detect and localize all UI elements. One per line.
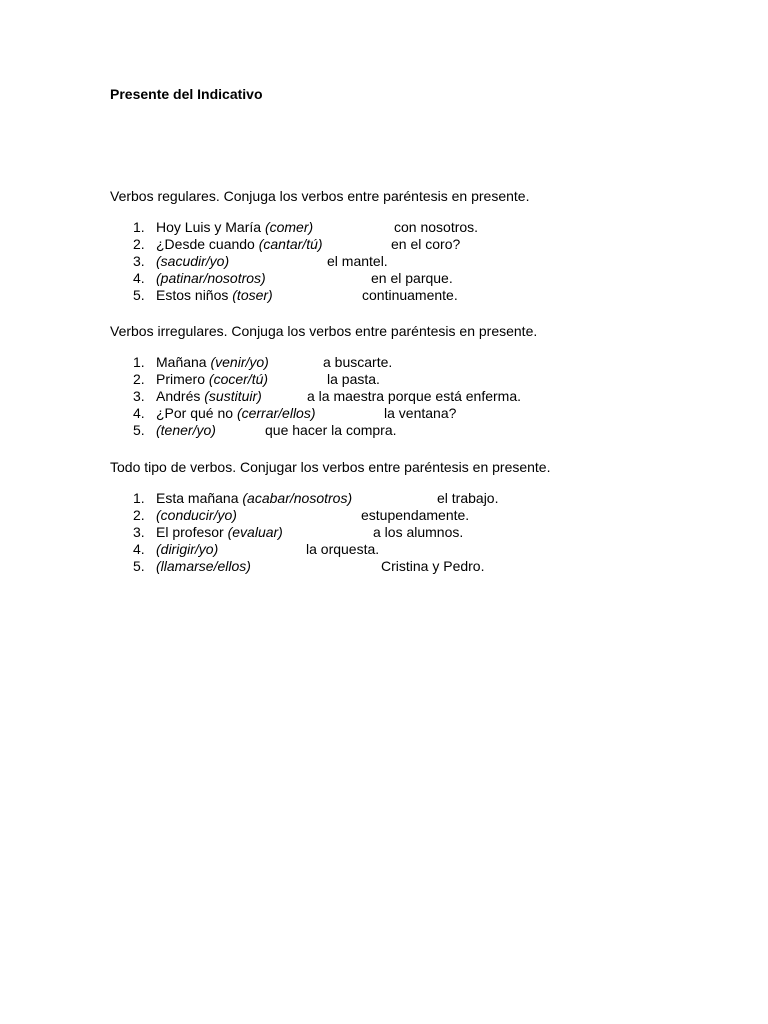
exercise-item	[110, 219, 750, 236]
item-number: 5.	[133, 558, 145, 574]
item-completion: estupendamente.	[361, 507, 470, 523]
item-prompt	[156, 253, 229, 270]
item-prompt	[156, 558, 251, 575]
item-prompt	[156, 287, 273, 304]
exercise-item	[110, 354, 750, 371]
item-number: 3.	[133, 388, 145, 404]
item-prompt	[156, 219, 313, 236]
item-completion: a buscarte.	[323, 354, 393, 370]
exercise-item	[110, 524, 750, 541]
item-number: 4.	[133, 270, 145, 286]
exercise-item	[110, 287, 750, 304]
item-prompt	[156, 524, 283, 541]
item-prefix: Mañana	[156, 354, 211, 370]
item-number: 2.	[133, 507, 145, 523]
item-verb: (cocer/tú)	[208, 371, 269, 387]
item-verb: (patinar/nosotros)	[156, 270, 266, 286]
exercise-item	[110, 371, 750, 388]
item-number: 3.	[133, 253, 145, 269]
item-completion: la orquesta.	[306, 541, 380, 557]
item-number: 1.	[133, 219, 145, 235]
item-completion: la pasta.	[327, 371, 380, 387]
exercise-section-all	[110, 458, 750, 575]
item-prefix: El profesor	[156, 524, 228, 540]
document-title: Presente del Indicativo	[110, 86, 263, 102]
item-prefix: Esta mañana	[156, 490, 243, 506]
item-number: 5.	[133, 287, 145, 303]
item-prompt	[156, 354, 269, 371]
item-verb: (cantar/tú)	[258, 236, 323, 252]
item-prefix: Primero	[156, 371, 209, 387]
exercise-item	[110, 270, 750, 287]
item-prompt	[156, 388, 262, 405]
item-completion: a los alumnos.	[373, 524, 464, 540]
item-completion: a la maestra porque está enferma.	[307, 388, 522, 404]
section-instruction: Todo tipo de verbos. Conjugar los verbos entre paréntesis en presente.	[110, 459, 551, 475]
item-completion: continuamente.	[362, 287, 458, 303]
exercise-item	[110, 558, 750, 575]
item-prefix: Hoy Luis y María	[156, 219, 265, 235]
item-prefix: Estos niños	[156, 287, 233, 303]
item-number: 4.	[133, 405, 145, 421]
item-number: 2.	[133, 371, 145, 387]
item-prompt	[156, 507, 237, 524]
item-number: 1.	[133, 490, 145, 506]
item-completion: la ventana?	[384, 405, 457, 421]
item-completion: con nosotros.	[394, 219, 479, 235]
item-completion: en el parque.	[371, 270, 453, 286]
item-verb: (evaluar)	[227, 524, 283, 540]
exercise-item	[110, 507, 750, 524]
item-completion: el trabajo.	[437, 490, 499, 506]
item-prefix: ¿Desde cuando	[156, 236, 259, 252]
exercise-section-regular	[110, 187, 750, 304]
exercise-item	[110, 490, 750, 507]
section-instruction: Verbos regulares. Conjuga los verbos entre paréntesis en presente.	[110, 188, 530, 204]
item-number: 4.	[133, 541, 145, 557]
exercise-item	[110, 236, 750, 253]
item-prompt	[156, 270, 266, 287]
item-prompt	[156, 490, 352, 507]
item-verb: (toser)	[232, 287, 273, 303]
item-verb: (cerrar/ellos)	[236, 405, 316, 421]
item-verb: (acabar/nosotros)	[242, 490, 353, 506]
item-verb: (conducir/yo)	[156, 507, 237, 523]
item-prompt	[156, 405, 316, 422]
exercise-item	[110, 541, 750, 558]
item-prompt	[156, 236, 323, 253]
section-instruction: Verbos irregulares. Conjuga los verbos entre paréntesis en presente.	[110, 323, 538, 339]
item-number: 1.	[133, 354, 145, 370]
item-completion: el mantel.	[327, 253, 388, 269]
item-number: 3.	[133, 524, 145, 540]
item-verb: (llamarse/ellos)	[156, 558, 251, 574]
item-verb: (venir/yo)	[210, 354, 269, 370]
item-prompt	[156, 541, 218, 558]
exercise-item	[110, 422, 750, 439]
exercise-item	[110, 388, 750, 405]
item-completion: que hacer la compra.	[265, 422, 397, 438]
item-verb: (tener/yo)	[156, 422, 216, 438]
item-completion: en el coro?	[391, 236, 461, 252]
item-verb: (dirigir/yo)	[156, 541, 219, 557]
item-prompt	[156, 371, 268, 388]
item-verb: (sacudir/yo)	[156, 253, 230, 269]
exercise-section-irregular	[110, 322, 750, 439]
item-completion: Cristina y Pedro.	[381, 558, 485, 574]
item-prompt	[156, 422, 216, 439]
item-prefix: ¿Por qué no	[156, 405, 237, 421]
exercise-item	[110, 405, 750, 422]
item-number: 5.	[133, 422, 145, 438]
exercise-item	[110, 253, 750, 270]
item-verb: (sustituir)	[204, 388, 262, 404]
item-number: 2.	[133, 236, 145, 252]
item-prefix: Andrés	[156, 388, 205, 404]
item-verb: (comer)	[264, 219, 314, 235]
